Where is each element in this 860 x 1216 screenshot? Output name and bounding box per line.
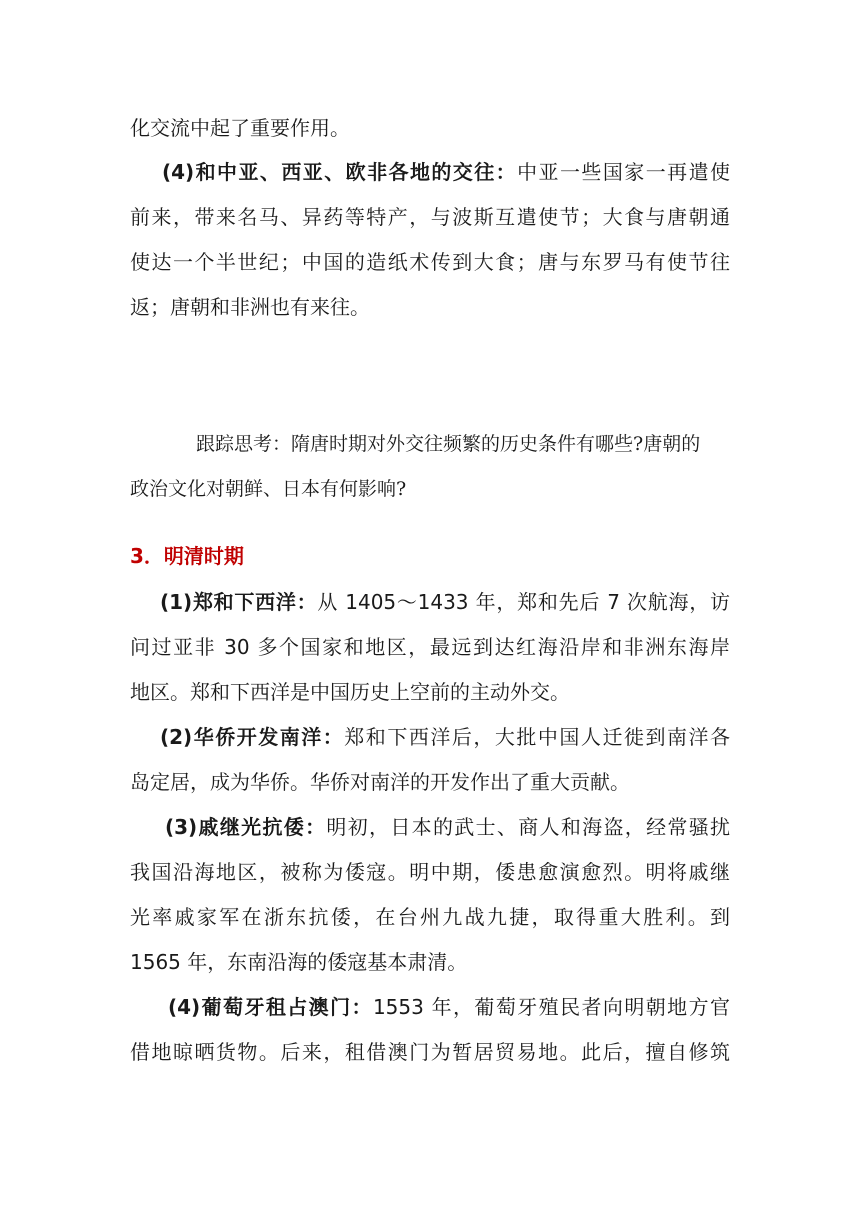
think-question-line: 跟踪思考：隋唐时期对外交往频繁的历史条件有哪些?唐朝的 xyxy=(196,433,701,455)
item-label: (4)葡萄牙租占澳门： xyxy=(168,995,373,1019)
paragraph-line: 化交流中起了重要作用。 xyxy=(130,116,350,140)
paragraph-line: (3)戚继光抗倭：明初，日本的武士、商人和海盗，经常骚扰 xyxy=(165,815,730,839)
paragraph-line: (2)华侨开发南洋：郑和下西洋后，大批中国人迁徙到南洋各 xyxy=(160,725,730,749)
paragraph-line: 借地晾晒货物。后来，租借澳门为暂居贸易地。此后，擅自修筑 xyxy=(130,1040,730,1064)
think-question-line: 政治文化对朝鲜、日本有何影响? xyxy=(130,478,407,500)
item-label: (2)华侨开发南洋： xyxy=(160,725,345,749)
paragraph-line: (4)和中亚、西亚、欧非各地的交往：中亚一些国家一再遣使 xyxy=(162,160,730,184)
paragraph-line: 问过亚非 30 多个国家和地区，最远到达红海沿岸和非洲东海岸 xyxy=(130,635,730,659)
paragraph-line: (1)郑和下西洋：从 1405～1433 年，郑和先后 7 次航海，访 xyxy=(160,590,730,614)
paragraph-line: 地区。郑和下西洋是中国历史上空前的主动外交。 xyxy=(130,680,570,704)
paragraph-line: (4)葡萄牙租占澳门：1553 年，葡萄牙殖民者向明朝地方官 xyxy=(168,995,730,1019)
paragraph-line: 1565 年，东南沿海的倭寇基本肃清。 xyxy=(130,950,468,974)
paragraph-line: 前来，带来名马、异药等特产，与波斯互遣使节；大食与唐朝通 xyxy=(130,205,730,229)
paragraph-line: 使达一个半世纪；中国的造纸术传到大食；唐与东罗马有使节往 xyxy=(130,250,730,274)
section-heading: 3．明清时期 xyxy=(130,544,244,568)
paragraph-line: 返；唐朝和非洲也有来往。 xyxy=(130,295,370,319)
item-label: (4)和中亚、西亚、欧非各地的交往： xyxy=(162,160,518,184)
paragraph-line: 光率戚家军在浙东抗倭，在台州九战九捷，取得重大胜利。到 xyxy=(130,905,730,929)
paragraph-line: 岛定居，成为华侨。华侨对南洋的开发作出了重大贡献。 xyxy=(130,770,630,794)
item-label: (1)郑和下西洋： xyxy=(160,590,318,614)
paragraph-line: 我国沿海地区，被称为倭寇。明中期，倭患愈演愈烈。明将戚继 xyxy=(130,860,730,884)
item-label: (3)戚继光抗倭： xyxy=(165,815,327,839)
